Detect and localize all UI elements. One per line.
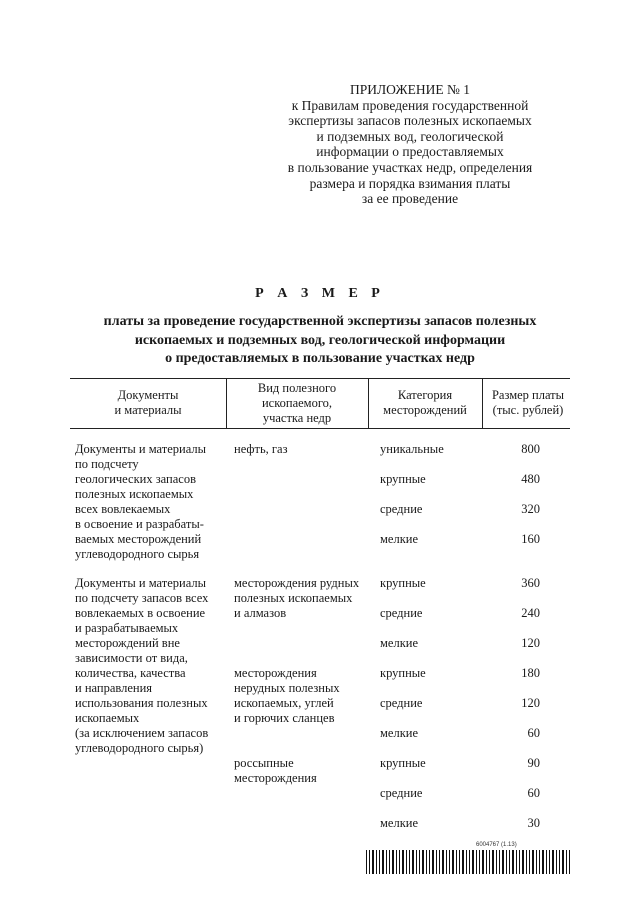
category-cell: средние <box>380 606 423 620</box>
cell-text: в освоение и разрабаты- <box>75 517 204 531</box>
barcode-bar <box>442 850 444 874</box>
barcode-bar <box>556 850 557 874</box>
barcode-bar <box>526 850 527 874</box>
table-top-rule <box>70 378 570 379</box>
barcode-bar <box>482 850 484 874</box>
barcode-bar <box>402 850 404 874</box>
barcode-bar <box>379 850 380 874</box>
header-text: участка недр <box>262 411 332 425</box>
cell-text: вовлекаемых в освоение <box>75 606 206 620</box>
barcode-bar <box>476 850 477 874</box>
cell-text: россыпные <box>234 756 294 770</box>
barcode-bar <box>496 850 497 874</box>
barcode-bar <box>429 850 430 874</box>
fee-cell: 320 <box>521 502 540 516</box>
header-text: месторождений <box>383 403 467 417</box>
cell-text: ископаемых, углей <box>234 696 334 710</box>
barcode-bar <box>519 850 520 874</box>
cell-text: по подсчету <box>75 457 139 471</box>
cell-text: полезных ископаемых <box>75 487 194 501</box>
header-text: (тыс. рублей) <box>492 403 564 417</box>
cell-text: месторождения <box>234 666 317 680</box>
fee-cell: 480 <box>521 472 540 486</box>
header-text: Категория <box>397 388 453 402</box>
cell-text: по подсчету запасов всех <box>75 591 209 605</box>
barcode-bar <box>522 850 524 874</box>
header-text: Вид полезного <box>257 381 337 395</box>
barcode-bar <box>392 850 394 874</box>
barcode-bar <box>409 850 410 874</box>
barcode-bar <box>382 850 384 874</box>
mineral-cell <box>234 666 340 726</box>
barcode-bar <box>469 850 470 874</box>
cell-text: полезных ископаемых <box>234 591 353 605</box>
barcode-bar <box>562 850 564 874</box>
cell-text: ваемых месторождений <box>75 532 202 546</box>
print-code: 6004767 (1.13) <box>476 842 517 848</box>
barcode-bar <box>566 850 567 874</box>
barcode-image <box>366 850 570 874</box>
fee-cell: 240 <box>521 606 540 620</box>
barcode-bar <box>516 850 517 874</box>
cell-text: углеводородного сырья <box>75 547 200 561</box>
barcode-bar <box>459 850 460 874</box>
appendix-block <box>255 82 565 207</box>
barcode-bar <box>416 850 417 874</box>
barcode-bar <box>569 850 570 874</box>
appendix-line: в пользование участках недр, определения <box>287 159 533 175</box>
barcode-bar <box>406 850 407 874</box>
header-mineral <box>226 381 368 426</box>
category-cell: крупные <box>380 576 426 590</box>
cell-text: зависимости от вида, <box>75 651 188 665</box>
barcode-bar <box>506 850 507 874</box>
subtitle-line: о предоставляемых в пользование участках недр <box>165 351 475 366</box>
barcode-bar <box>386 850 387 874</box>
barcode-bar <box>546 850 547 874</box>
table-header-rule <box>70 428 570 429</box>
header-text: и материалы <box>114 403 182 417</box>
category-cell: крупные <box>380 756 426 770</box>
cell-text: нефть, газ <box>234 442 288 456</box>
fee-cell: 120 <box>521 636 540 650</box>
barcode-bar <box>396 850 397 874</box>
appendix-line: размера и порядка взимания платы <box>309 175 511 191</box>
barcode-bar <box>512 850 514 874</box>
header-category <box>368 388 482 418</box>
cell-text: и алмазов <box>234 606 287 620</box>
appendix-line: к Правилам проведения государственной <box>291 97 529 113</box>
document-subtitle <box>60 313 580 369</box>
subtitle-line: ископаемых и подземных вод, геологической информации <box>134 332 506 348</box>
barcode-bar <box>499 850 500 874</box>
category-cell: мелкие <box>380 816 419 830</box>
barcode-bar <box>399 850 400 874</box>
barcode-bar <box>532 850 534 874</box>
barcode-bar <box>369 850 370 874</box>
barcode-bar <box>376 850 377 874</box>
header-text: ископаемого, <box>261 396 333 410</box>
category-cell: средние <box>380 786 423 800</box>
fee-cell: 800 <box>521 442 540 456</box>
cell-text: ископаемых <box>75 711 140 725</box>
cell-text: месторождения рудных <box>234 576 360 590</box>
appendix-line: и подземных вод, геологической <box>316 128 504 144</box>
barcode-bar <box>446 850 447 874</box>
barcode-bar <box>539 850 540 874</box>
barcode-bar <box>472 850 474 874</box>
barcode-bar <box>549 850 550 874</box>
cell-text: геологических запасов <box>75 472 196 486</box>
barcode-bar <box>559 850 560 874</box>
cell-text: углеводородного сырья) <box>75 741 204 755</box>
fee-cell: 160 <box>521 532 540 546</box>
barcode-bar <box>479 850 480 874</box>
barcode-bar <box>432 850 434 874</box>
category-cell: уникальные <box>380 442 444 456</box>
document-cell <box>75 442 206 562</box>
category-cell: мелкие <box>380 636 419 650</box>
barcode-bar <box>462 850 464 874</box>
fee-cell: 60 <box>527 786 540 800</box>
fee-cell: 120 <box>521 696 540 710</box>
barcode-bar <box>439 850 440 874</box>
barcode-bar <box>552 850 554 874</box>
fee-cell: 60 <box>527 726 540 740</box>
fee-cell: 180 <box>521 666 540 680</box>
barcode-bar <box>449 850 450 874</box>
barcode-bar <box>419 850 420 874</box>
fee-cell: 90 <box>527 756 540 770</box>
cell-text: всех вовлекаемых <box>75 502 171 516</box>
subtitle-line: платы за проведение государственной экспертизы запасов полезных <box>103 314 537 329</box>
barcode-bar <box>436 850 437 874</box>
barcode-bar <box>456 850 457 874</box>
cell-text: и направления <box>75 681 153 695</box>
barcode-bar <box>466 850 467 874</box>
barcode-bar <box>422 850 424 874</box>
barcode-bar <box>542 850 544 874</box>
category-cell: мелкие <box>380 532 419 546</box>
barcode-bar <box>389 850 390 874</box>
mineral-cell <box>234 576 359 621</box>
appendix-line: информации о предоставляемых <box>316 144 504 160</box>
barcode-bar <box>492 850 494 874</box>
cell-text: месторождений вне <box>75 636 180 650</box>
barcode-bar <box>366 850 367 874</box>
category-cell: средние <box>380 502 423 516</box>
barcode-bar <box>502 850 504 874</box>
barcode-bar <box>509 850 510 874</box>
cell-text: нерудных полезных <box>234 681 340 695</box>
header-text: Документы <box>117 388 179 402</box>
cell-text: месторождения <box>234 771 317 785</box>
mineral-cell <box>234 756 317 786</box>
cell-text: количества, качества <box>75 666 186 680</box>
category-cell: средние <box>380 696 423 710</box>
cell-text: использования полезных <box>75 696 208 710</box>
cell-text: и разрабатываемых <box>75 621 179 635</box>
cell-text: и горючих сланцев <box>234 711 335 725</box>
cell-text: Документы и материалы <box>75 442 206 456</box>
barcode-bar <box>426 850 427 874</box>
cell-text: (за исключением запасов <box>75 726 209 740</box>
document-cell <box>75 576 208 756</box>
category-cell: мелкие <box>380 726 419 740</box>
barcode-bar <box>452 850 454 874</box>
mineral-cell <box>234 442 288 457</box>
barcode-bar <box>412 850 414 874</box>
category-cell: крупные <box>380 472 426 486</box>
appendix-line: ПРИЛОЖЕНИЕ № 1 <box>349 82 471 97</box>
fee-cell: 360 <box>521 576 540 590</box>
header-fee <box>482 388 574 418</box>
header-text: Размер платы <box>491 388 565 402</box>
document-title: Р А З М Е Р <box>255 286 385 301</box>
barcode-bar <box>529 850 530 874</box>
header-documents <box>70 388 226 418</box>
appendix-line: экспертизы запасов полезных ископаемых <box>288 113 532 129</box>
fee-cell: 30 <box>527 816 540 830</box>
appendix-line: за ее проведение <box>361 191 459 207</box>
category-cell: крупные <box>380 666 426 680</box>
barcode-bar <box>536 850 537 874</box>
barcode-bar <box>489 850 490 874</box>
barcode-bar <box>372 850 374 874</box>
barcode-bar <box>486 850 487 874</box>
cell-text: Документы и материалы <box>75 576 206 590</box>
